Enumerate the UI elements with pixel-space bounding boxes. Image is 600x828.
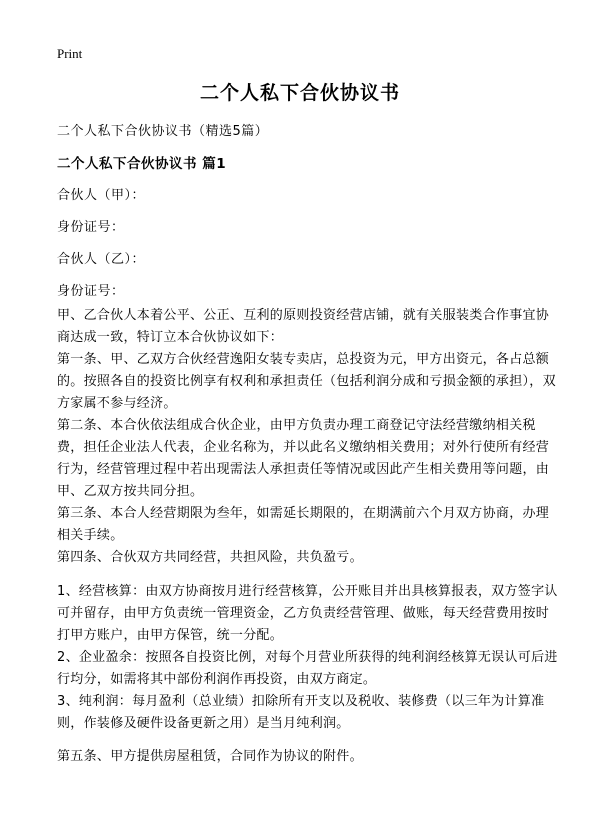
partner-a-id-field: 身份证号： — [57, 220, 125, 235]
paragraph-item-2: 2、企业盈余：按照各自投资比例，对每个月营业所获得的纯利润经核算无误认可后进行均分，如需将其中部份利润作再投资，由双方商定。 — [57, 650, 558, 687]
print-link[interactable]: Print — [57, 46, 83, 61]
paragraph-article-1: 第一条、甲、乙双方合伙经营逸阳女装专卖店，总投资为元，甲方出资元，各占总额的。按照各自的投资比例享有权利和承担责任（包括利润分成和亏损金额的承担），双方家属不参与经济。 — [57, 352, 556, 411]
section-heading: 二个人私下合伙协议书 篇1 — [57, 156, 227, 172]
paragraph-article-2: 第二条、本合伙依法组成合伙企业，由甲方负责办理工商登记守法经营缴纳相关税费，担任企业法人代表，企业名称为，并以此名义缴纳相关费用；对外行使所有经营行为，经营管理过程中若出现需法人承担责任等情况或因此产生相关费用等问题，由甲、乙双方按共同分担。 — [57, 418, 550, 499]
paragraph-item-1: 1、经营核算：由双方协商按月进行经营核算，公开账目并出具核算报表，双方签字认可并留存，由甲方负责统一管理资金，乙方负责经营管理、做账，每天经营费用按时打甲方账户，由甲方保管，统一分配。 — [57, 584, 558, 643]
partner-b-id-field: 身份证号： — [57, 284, 125, 299]
paragraph-article-5: 第五条、甲方提供房屋租赁，合同作为协议的附件。 — [57, 749, 363, 764]
document-title: 二个人私下合伙协议书 — [199, 82, 400, 104]
partner-a-field: 合伙人（甲）： — [57, 188, 146, 203]
paragraph-item-3: 3、纯利润：每月盈利（总业绩）扣除所有开支以及税收、装修费（以三年为计算准则，作装修及硬件设备更新之用）是当月纯利润。 — [57, 694, 545, 731]
paragraph-article-3: 第三条、本合人经营期限为叁年，如需延长期限的，在期满前六个月双方协商，办理相关手续。 — [57, 506, 550, 543]
paragraph-article-4: 第四条、合伙双方共同经营，共担风险，共负盈亏。 — [57, 550, 363, 565]
document-subtitle: 二个人私下合伙协议书（精选5篇） — [57, 124, 269, 139]
partner-b-field: 合伙人（乙）： — [57, 252, 146, 267]
paragraph-intro: 甲、乙合伙人本着公平、公正、互利的原则投资经营店铺，就有关服装类合作事宜协商达成一致，特订立本合伙协议如下： — [57, 308, 550, 345]
